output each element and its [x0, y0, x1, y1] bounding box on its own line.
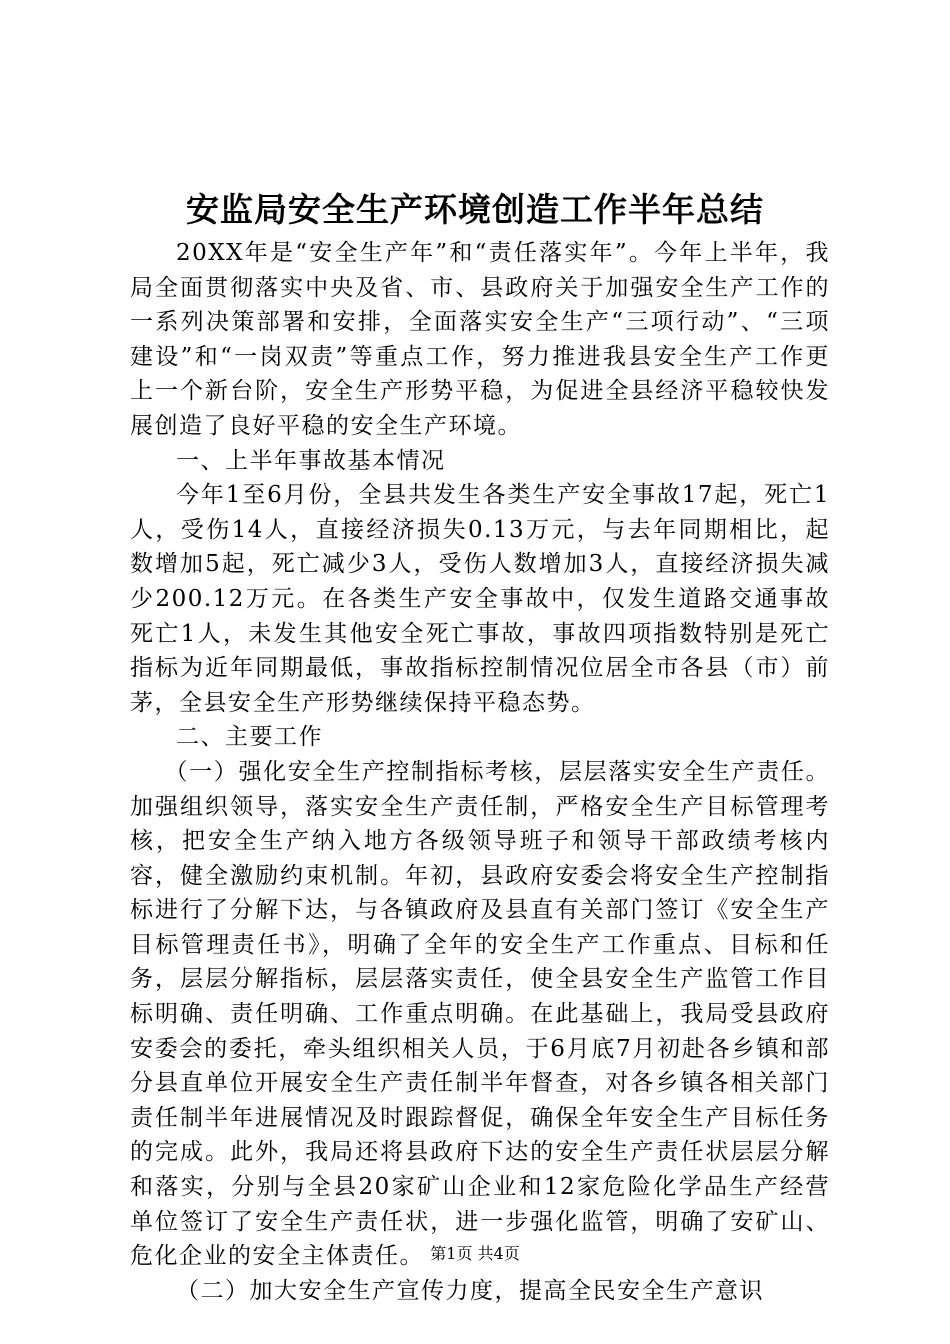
- document-body: [130, 236, 830, 1308]
- document-title: 安监局安全生产环境创造工作半年总结: [186, 190, 764, 229]
- section-heading-1: 一、上半年事故基本情况: [176, 447, 446, 474]
- item-2-heading: （二）加大安全生产宣传力度，提高全民安全生产意识: [176, 1277, 764, 1304]
- section-heading-2: 二、主要工作: [176, 724, 323, 751]
- intro-paragraph: 20XX年是“安全生产年”和“责任落实年”。今年上半年，我局全面贯彻落实中央及省、市、县政府关于加强安全生产工作的一系列决策部署和安排，全面落实安全生产“三项行动”、“三项建设”和“一岗双责”等重点工作，努力推进我县安全生产工作更上一个新台阶，安全生产形势平稳，为促进全县经济平稳较快发展创造了良好平稳的安全生产环境。: [130, 240, 830, 439]
- section-1-paragraph: 今年1至6月份，全县共发生各类生产安全事故17起，死亡1人，受伤14人，直接经济损失0.13万元，与去年同期相比，起数增加5起，死亡减少3人，受伤人数增加3人，直接经济损失减少200.12万元。在各类生产安全事故中，仅发生道路交通事故死亡1人，未发生其他安全死亡事故，事故四项指数特别是死亡指标为近年同期最低，事故指标控制情况位居全市各县（市）前茅，全县安全生产形势继续保持平稳态势。: [130, 482, 830, 716]
- item-1-paragraph: （一）强化安全生产控制指标考核，层层落实安全生产责任。加强组织领导，落实安全生产责任制，严格安全生产目标管理考核，把安全生产纳入地方各级领导班子和领导干部政绩考核内容，健全激励约束机制。年初，县政府安委会将安全生产控制指标进行了分解下达，与各镇政府及县直有关部门签订《安全生产目标管理责任书》，明确了全年的安全生产工作重点、目标和任务，层层分解指标，层层落实责任，使全县安全生产监管工作目标明确、责任明确、工作重点明确。在此基础上，我局受县政府安委会的委托，牵头组织相关人员，于6月底7月初赴各乡镇和部分县直单位开展安全生产责任制半年督查，对各乡镇各相关部门责任制半年进展情况及时跟踪督促，确保全年安全生产目标任务的完成。此外，我局还将县政府下达的安全生产责任状层层分解和落实，分别与全县20家矿山企业和12家危险化学品生产经营单位签订了安全生产责任状，进一步强化监管，明确了安矿山、危化企业的安全主体责任。: [130, 758, 830, 1270]
- page-footer: 第1页 共4页: [430, 1244, 520, 1263]
